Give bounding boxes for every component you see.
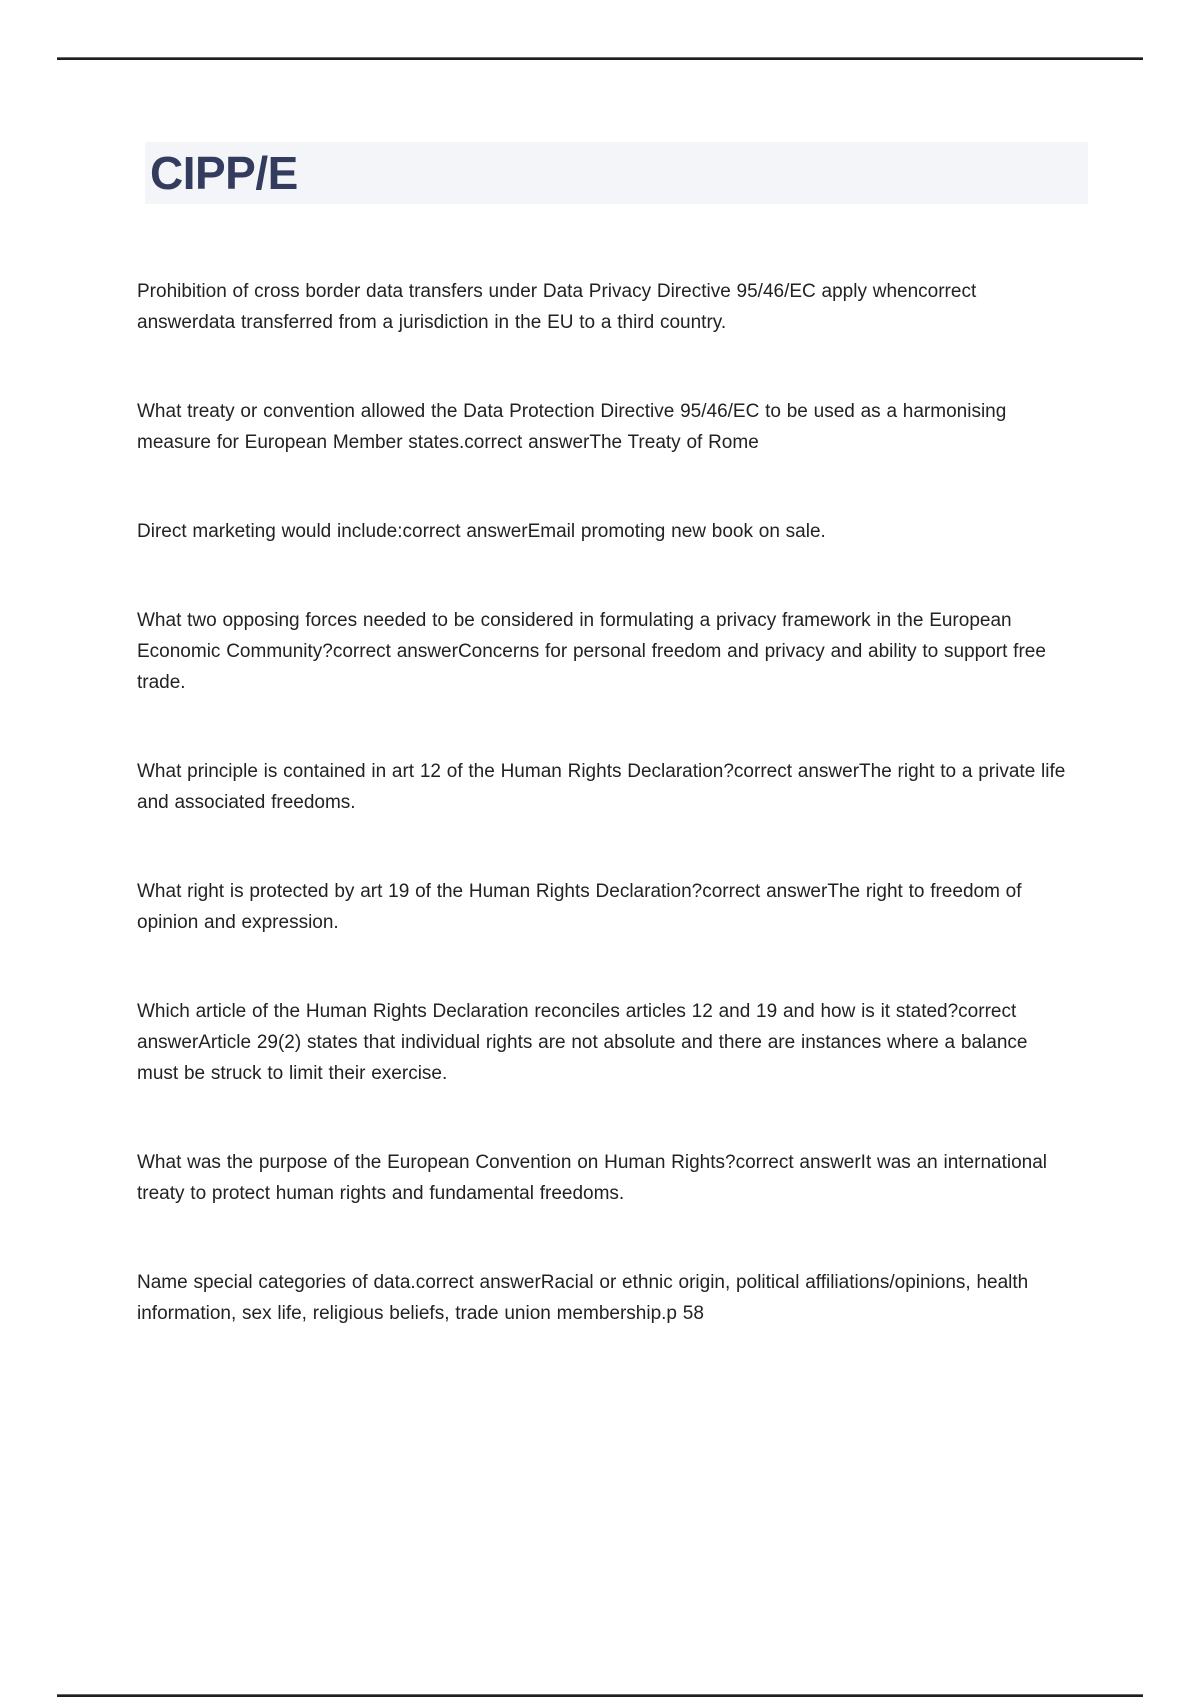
qa-paragraph: Direct marketing would include:correct answerEmail promoting new book on sale.: [137, 521, 826, 542]
qa-paragraph: What was the purpose of the European Convention on Human Rights?correct answerIt was an international treaty to protect human rights and fundamental freedoms.: [137, 1152, 1048, 1204]
title-highlight-bar: [145, 142, 1088, 204]
page-title: CIPP/E: [150, 147, 298, 199]
qa-paragraph: Which article of the Human Rights Declaration reconciles articles 12 and 19 and how is it stated?correct answerArticle 29(2) states that individual rights are not absolute and there are instances where a balance must be struck to limit their exercise.: [137, 1001, 1028, 1084]
qa-paragraph: What treaty or convention allowed the Data Protection Directive 95/46/EC to be used as a harmonising measure for European Member states.correct answerThe Treaty of Rome: [137, 401, 1007, 453]
qa-paragraph: What principle is contained in art 12 of the Human Rights Declaration?correct answerThe right to a private life and associated freedoms.: [137, 761, 1066, 813]
bottom-horizontal-rule: [57, 1694, 1143, 1697]
top-horizontal-rule: [57, 57, 1143, 60]
qa-paragraph: What two opposing forces needed to be considered in formulating a privacy framework in the European Economic Community?correct answerConcerns for personal freedom and privacy and ability to support free trade.: [137, 610, 1046, 693]
qa-paragraph: Name special categories of data.correct answerRacial or ethnic origin, political affiliations/opinions, health information, sex life, religious beliefs, trade union membership.p 58: [137, 1272, 1029, 1324]
qa-paragraph: What right is protected by art 19 of the Human Rights Declaration?correct answerThe right to freedom of opinion and expression.: [137, 881, 1022, 933]
document-body: [137, 276, 1072, 1387]
qa-paragraph: Prohibition of cross border data transfers under Data Privacy Directive 95/46/EC apply whencorrect answerdata transferred from a jurisdiction in the EU to a third country.: [137, 281, 977, 333]
